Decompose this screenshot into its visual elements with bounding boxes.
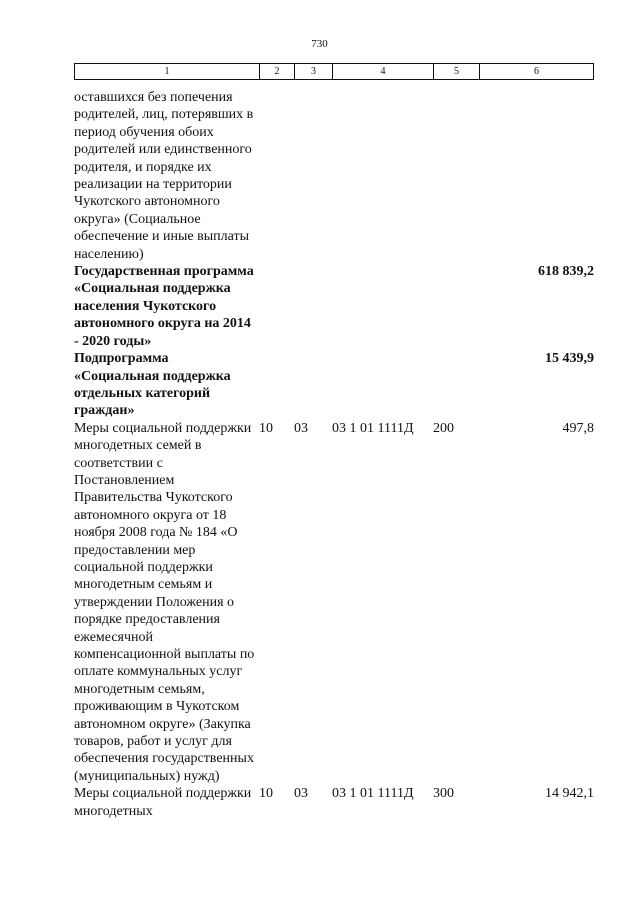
row-section: 10 [259, 786, 273, 802]
row-target: 03 1 01 1111Д [332, 420, 414, 436]
row-amount [479, 89, 594, 263]
row-target [332, 263, 433, 350]
row-target [332, 350, 433, 420]
row-type [433, 263, 479, 350]
row-subsection [294, 89, 332, 263]
table-row [74, 420, 594, 786]
budget-table [74, 89, 594, 820]
row-name: оставшихся без попечения родителей, лиц, потерявших в период обучения обоих родителей или единственного родителя, и порядке их реализации на территории Чукотского автономного округа» (Социальное обеспечение и иные выплаты населению) [74, 90, 254, 262]
row-amount: 15 439,9 [545, 351, 594, 367]
table-row [74, 263, 594, 350]
row-amount: 618 839,2 [538, 264, 594, 280]
row-subsection: 03 [294, 420, 308, 436]
row-name: Меры социальной поддержки многодетных [74, 786, 252, 819]
row-section: 10 [259, 420, 273, 436]
row-section [259, 263, 294, 350]
row-subsection: 03 [294, 786, 308, 802]
column-number-6: 6 [480, 64, 594, 80]
column-number-row [75, 64, 594, 80]
column-header-table [74, 63, 594, 80]
page-number: 730 [311, 38, 328, 50]
column-number-2: 2 [260, 64, 295, 80]
table-row [74, 785, 594, 820]
table-row [74, 89, 594, 263]
row-type: 300 [433, 786, 454, 802]
row-section [259, 89, 294, 263]
row-subsection [294, 350, 332, 420]
column-number-3: 3 [295, 64, 333, 80]
column-number-5: 5 [434, 64, 480, 80]
column-number-1: 1 [75, 64, 260, 80]
row-section [259, 350, 294, 420]
row-type [433, 350, 479, 420]
row-amount: 14 942,1 [545, 786, 594, 802]
row-name: Государственная программа «Социальная поддержка населения Чукотского автономного округа на 2014 - 2020 годы» [74, 264, 254, 349]
row-amount: 497,8 [562, 420, 594, 436]
row-name: Подпрограмма «Социальная поддержка отдельных категорий граждан» [74, 351, 231, 419]
row-target [332, 89, 433, 263]
row-name: Меры социальной поддержки многодетных семей в соответствии с Постановлением Правительства Чукотского автономного округа от 18 ноября 2008 года № 184 «О предоставлении мер социальной поддержки многодетным семьям и утверждении Положения о порядке предоставления ежемесячной компенсационной выплаты по оплате коммунальных услуг многодетным семьям, проживающим в Чукотском автономном округе» (Закупка товаров, работ и услуг для обеспечения государственных (муниципальных) нужд) [74, 420, 255, 784]
column-number-4: 4 [333, 64, 434, 80]
table-row [74, 350, 594, 420]
row-type [433, 89, 479, 263]
row-target: 03 1 01 1111Д [332, 786, 414, 802]
row-type: 200 [433, 420, 454, 436]
row-subsection [294, 263, 332, 350]
